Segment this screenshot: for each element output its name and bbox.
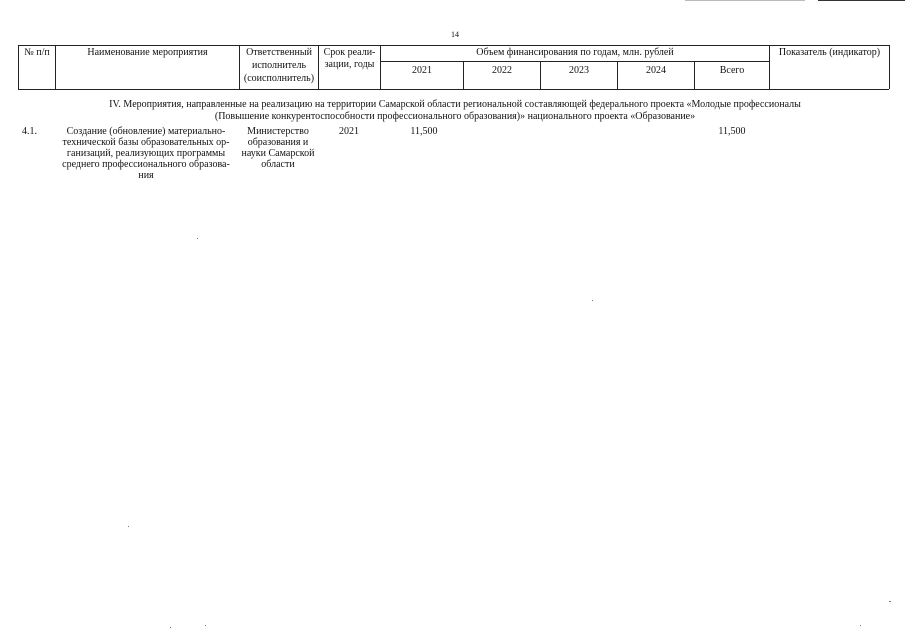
row-num: 4.1. xyxy=(22,126,37,137)
row-responsible-line: Министерство xyxy=(247,126,309,137)
table-top-border xyxy=(18,45,889,46)
table-right-border xyxy=(889,45,890,89)
header-name: Наименование мероприятия xyxy=(87,47,208,58)
row-term: 2021 xyxy=(339,126,359,137)
header-responsible-line2: исполнитель xyxy=(251,60,307,71)
header-year-2022: 2022 xyxy=(492,65,512,76)
scan-speck xyxy=(197,238,198,239)
section-title xyxy=(60,99,850,122)
row-responsible-line: образования и xyxy=(247,137,309,148)
header-year-2021: 2021 xyxy=(412,65,432,76)
row-total: 11,500 xyxy=(718,126,746,137)
row-responsible-line: науки Самарской xyxy=(241,148,315,159)
table-row xyxy=(0,124,905,194)
row-name-line: среднего профессионального образова- xyxy=(62,159,230,170)
section-title-line1: IV. Мероприятия, направленные на реализацию на территории Самарской области региональной составляющей федерального проекта «Молодые профессионалы xyxy=(109,99,801,110)
header-indicator: Показатель (индикатор) xyxy=(778,47,881,58)
table-header-bottom-border xyxy=(18,89,889,90)
scan-speck xyxy=(592,300,593,301)
header-term-line1: Срок реали- xyxy=(323,47,376,58)
row-responsible-line: области xyxy=(261,159,295,170)
page-number: 14 xyxy=(451,30,459,39)
row-2021: 11,500 xyxy=(410,126,438,137)
row-name-line: технической базы образовательных ор- xyxy=(62,137,230,148)
header-responsible-line1: Ответственный xyxy=(246,47,312,58)
header-term-line2: зации, годы xyxy=(324,59,375,70)
header-funding: Объем финансирования по годам, млн. рублей xyxy=(476,47,674,58)
header-total: Всего xyxy=(719,65,745,76)
row-name-line: ганизаций, реализующих программы xyxy=(66,148,226,159)
header-year-2024: 2024 xyxy=(646,65,666,76)
section-title-line2: (Повышение конкурентоспособности профессионального образования)» национального проекта «Образование» xyxy=(214,110,696,122)
row-name-line: Создание (обновление) материально- xyxy=(66,126,226,137)
header-responsible-line3: (соисполнитель) xyxy=(243,73,315,84)
row-responsible xyxy=(236,126,320,170)
scan-speck xyxy=(205,625,206,626)
scan-speck xyxy=(128,526,129,527)
row-name-line: ния xyxy=(138,170,154,181)
header-num: № п/п xyxy=(24,47,50,58)
funding-subheader-line xyxy=(380,61,769,62)
scan-speck xyxy=(170,627,171,628)
scan-speck xyxy=(889,601,891,602)
row-name xyxy=(56,126,236,181)
scan-speck xyxy=(860,625,861,626)
header-year-2023: 2023 xyxy=(569,65,589,76)
